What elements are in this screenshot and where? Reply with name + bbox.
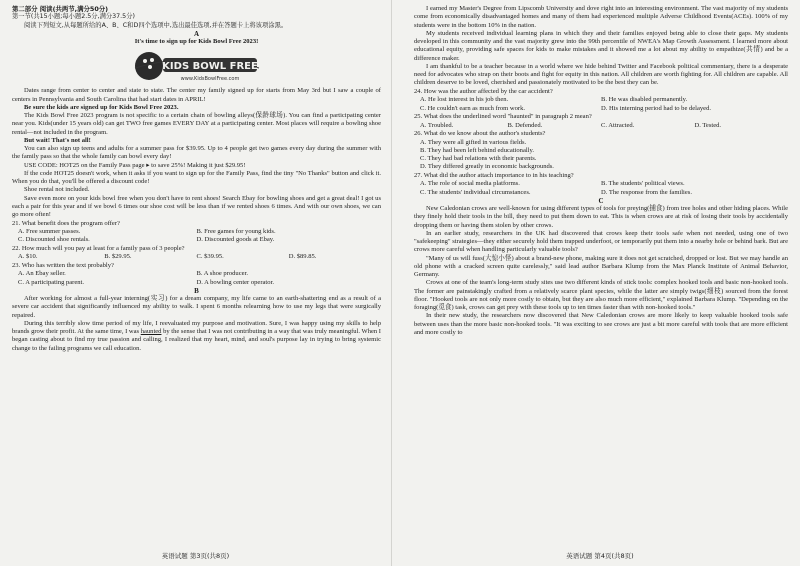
option: B. $29.95. bbox=[104, 253, 132, 261]
passage-a-letter: A bbox=[193, 29, 200, 38]
option: D. Tested. bbox=[694, 121, 722, 129]
question-23: 23. Who has written the text probably? bbox=[12, 262, 114, 269]
option: B. Free games for young kids. bbox=[196, 228, 276, 235]
question-27-options bbox=[414, 189, 788, 197]
paragraph: USE CODE: HOT25 on the Family Pass page ▸ to save 25%! Making it just $29.95! bbox=[24, 161, 246, 169]
option: D. The response from the families. bbox=[601, 188, 692, 196]
underlined-word: haunted bbox=[140, 328, 162, 335]
paragraph: After working for almost a full-year interning(实习) for a dream company, my life came to an earth-shattering end as a result of a severe car accident that significantly influenced my ability to walk. I spent 6 months relearning how to use my legs that were surgically repaired. bbox=[12, 295, 381, 319]
heading: Be sure the kids are signed up for Kids Bowl Free 2023. bbox=[24, 103, 179, 111]
paragraph bbox=[12, 320, 381, 353]
question-23-options bbox=[12, 279, 381, 287]
option: B. He was disabled permanently. bbox=[601, 96, 688, 104]
option: D. A bowling center operator. bbox=[196, 278, 274, 286]
text: by the sense that I was not contributing in a way that was truly meaningful. When I began casting about to find my true passion and calling, I realized that my heart, mind, and soul's purpose lay in trying to bring systemic change to the failing programs we call education. bbox=[12, 328, 381, 352]
option: A. Free summer passes. bbox=[18, 228, 81, 235]
question-24-options bbox=[414, 105, 788, 113]
option: B. They had been left behind educationally. bbox=[420, 146, 534, 154]
option: C. They had bad relations with their parents. bbox=[420, 155, 537, 162]
paragraph: New Caledonian crows are well-known for using different types of tools for preying(捕食) from tree holes and other hiding places. While they finely hold their tools in the bill, they need to put them down to eat. This is when crows are at risk of losing their tools by accidentally dropping them or having them stolen by other crows. bbox=[414, 205, 788, 229]
paragraph: "Many of us will fuss(大惊小怪) about a brand-new phone, making sure it does not get scratched, dropped or lost. But we may handle an old phone with a cracked screen quite carelessly," said lead author Barbara Klump from the Max Planck Institute of Animal Behavior, Germany. bbox=[414, 254, 788, 278]
option: C. Discounted shoe rentals. bbox=[18, 236, 90, 244]
option: A. $10. bbox=[18, 253, 38, 261]
paragraph: The Kids Bowl Free 2023 program is not specific to a certain chain of bowling alleys(保龄球场). You can find a participating center near you. Kids(under 15 years old) can get TWO free games EVERY DAY at a participating center. Most places will require a bowling shoe rental—not included in the program. bbox=[12, 112, 381, 136]
option: C. $39.95. bbox=[196, 253, 224, 261]
option: D. Discounted goods at Ebay. bbox=[196, 236, 275, 244]
section-title: 第二部分 阅读(共两节,满分50分) bbox=[12, 5, 109, 13]
question-27-options bbox=[414, 180, 788, 188]
question-25-options bbox=[414, 122, 788, 130]
question-26: 26. What do we know about the author's students? bbox=[414, 130, 546, 138]
paragraph: Crows at one of the team's long-term study sites use two different kinds of stick tools: complex hooked tools and basic non-hooked tools. The former are painstakingly crafted from a relatively scarce plant species, while the latter are simply twigs(细枝) sourced from the forest floor. "Hooked tools are not only more costly to obtain, but they are also much more efficient," explained Barbara Klump. "Depending on the foraging(觅食) task, crows can get prey with these tools up to ten times faster than with non-hooked tools." bbox=[414, 279, 788, 311]
paragraph: I earned my Master's Degree from Lipscomb University and dove right into an interesting environment. The vast majority of my students come from economically disadvantaged homes and many of them had experienced multiple Adverse Childhood Events(ACEs). 100% of my students were in the bottom 10% in the nation. bbox=[414, 5, 788, 29]
heading: But wait! That's not all! bbox=[24, 136, 91, 144]
question-24-options bbox=[414, 96, 788, 104]
kids-bowl-free-logo bbox=[127, 48, 267, 84]
question-24: 24. How was the author affected by the car accident? bbox=[414, 88, 553, 95]
paragraph: Shoe rental not included. bbox=[24, 186, 90, 194]
question-25: 25. What does the underlined word "haunted" in paragraph 2 mean? bbox=[414, 113, 592, 121]
option: D. $89.85. bbox=[288, 253, 317, 261]
option: B. Defended. bbox=[507, 121, 543, 129]
paragraph: If the code HOT25 doesn't work, when it asks if you want to sign up for the Family Pass, find the tiny "No Thanks" button and click it. When you do that, you'll be offered a discount code! bbox=[12, 169, 381, 185]
option: A. An Ebay seller. bbox=[18, 270, 66, 278]
option: C. Attracted. bbox=[601, 121, 635, 129]
question-22-options bbox=[12, 253, 381, 261]
option: B. A shoe producer. bbox=[196, 270, 248, 278]
page-footer: 英语试题 第3页(共8页) bbox=[161, 551, 230, 560]
bowling-logo-icon bbox=[127, 48, 267, 84]
paragraph: In their new study, the researchers now discovered that New Caledonian crows are more likely to keep valuable hooked tools safe between uses than the more basic non-hooked tools. "It was exciting to see crows are just a bit more careful with tools that are more efficient and more costly to bbox=[414, 312, 788, 336]
paragraph: Dates range from center to center and state to state. The center my family signed up for starts from May 3rd but I saw a couple of centers in Pennsylvania and South Carolina that had start dates in APRIL! bbox=[12, 87, 381, 103]
option: C. He couldn't earn as much from work. bbox=[420, 104, 525, 112]
paragraph: You can also sign up teens and adults for a summer pass for $39.95. Up to 4 people get two games every day during the summer with the family pass so that the whole family can bowl every day! bbox=[12, 145, 381, 161]
passage-b-letter: B bbox=[194, 286, 199, 295]
paragraph: I am thankful to be a teacher because in a world where we hide behind Twitter and Facebook political commentary, there is a desperate need for advocates who strap on their boots and fight for equity in this nation. All children are worth fighting for. All children are capable. All children deserve to be loved, cherished and passionately motivated to be the best they can be. bbox=[414, 62, 788, 87]
page-4 bbox=[404, 0, 796, 566]
paragraph: In an earlier study, researchers in the UK had discovered that crows keep their tools safe when not needed, using one of two "safekeeping" strategies—they either securely hold them trapped underfoot, or temporarily put them into a nearby hole or behind bark. But are crows more careful when handling particularly valuable tools? bbox=[414, 229, 788, 254]
option: A. Troubled. bbox=[420, 121, 454, 129]
question-21-options bbox=[12, 236, 381, 244]
option: A. He lost interest in his job then. bbox=[420, 96, 509, 104]
text: During this terribly slow time period of my life, I reevaluated my purpose and motivation. Sure, I was happy using my skills to help brands grow their profit. At the same time, I was bbox=[12, 319, 381, 335]
option: C. The students' individual circumstances. bbox=[420, 188, 531, 196]
question-21-options bbox=[12, 228, 381, 236]
question-27: 27. What did the author attach importance to in his teaching? bbox=[414, 172, 574, 179]
paragraph: Save even more on your kids bowl free when you don't have to rent shoes! Search Ebay for bowling shoes and get a great deal! I got us each a pair for this year and if we bowl 6 times our shoe cost will be less than if we rented shoes 6 times. And with our own shoes, we can go more often! bbox=[12, 194, 381, 218]
question-21: 21. What benefit does the program offer? bbox=[12, 219, 120, 227]
option: A. The role of social media platforms. bbox=[420, 180, 520, 188]
question-22: 22. How much will you pay at least for a family pass of 3 people? bbox=[12, 245, 185, 252]
subsection-title: 第一节(共15小题;每小题2.5分,满分37.5分) bbox=[12, 13, 135, 21]
passage-c-letter: C bbox=[598, 196, 604, 205]
question-23-options bbox=[12, 270, 381, 278]
logo-wordmark: KIDS BOWL FREE bbox=[161, 61, 258, 73]
option: C. A participating parent. bbox=[18, 278, 84, 286]
option: B. The students' political views. bbox=[601, 180, 685, 188]
option: D. They differed greatly in economic backgrounds. bbox=[420, 163, 554, 171]
passage-a-title: It's time to sign up for Kids Bowl Free 2023! bbox=[134, 38, 259, 45]
page-footer: 英语试题 第4页(共8页) bbox=[566, 551, 634, 560]
option: A. They were all gifted in various fields. bbox=[420, 138, 527, 146]
directions: 阅读下列短文,从每题所给的A、B、C和D四个选项中,选出最佳选项,并在答题卡上将该项涂黑。 bbox=[24, 21, 288, 29]
option: D. His interning period had to be delayed. bbox=[601, 104, 711, 112]
page-3 bbox=[0, 0, 392, 566]
logo-url: www.KidsBowlFree.com bbox=[180, 76, 239, 83]
paragraph: My students received individual learning plans in which they and their families enjoyed being able to close their gaps. My students developed in this community and the vast majority grew into the 99th percentile of NWEA's Map Growth Assessment. I learned more about educational equity, providing safe spaces for kids to make mistakes and it showed me a lot about my ability to empathize(共情) and be a difference maker. bbox=[414, 29, 788, 62]
